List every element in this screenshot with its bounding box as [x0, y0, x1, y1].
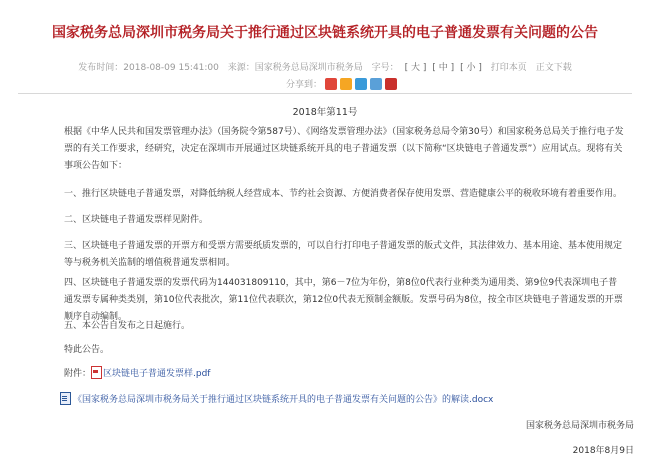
paragraph-intro: 根据《中华人民共和国发票管理办法》（国务院令第587号）、《网络发票管理办法》（国家税务总局令第30号）和国家税务总局关于推行电子发票的有关工作要求，经研究，决定在深圳市开展通过区块链系统开具的电子普通发票（以下简称“区块链电子普通发票”）应用试点。现将有关事项公告如下：	[64, 127, 624, 171]
share-bar	[286, 77, 397, 90]
paragraph-1: 一、推行区块链电子普通发票，对降低纳税人经营成本、节约社会资源、方便消费者保存使用发票、营造健康公平的税收环境有着重要作用。	[64, 189, 623, 199]
download-button[interactable]: 正文下载	[535, 63, 572, 73]
attachment-pdf-link[interactable]: 区块链电子普通发票样.pdf	[103, 369, 211, 379]
attachment-label: 附件：	[64, 369, 92, 379]
paragraph-4: 四、区块链电子普通发票的发票代码为144031809110，其中，第6－7位为年份，第8位0代表行业种类为通用类、第9位9代表深圳电子普通发票专属种类类别，第10位代表批次，第11位代表联次，第12位0代表无预制金额版。发票号码为8位，按全市区块链电子普通发票的开票顺序自动编制。	[64, 278, 623, 322]
issuer-signature: 国家税务总局深圳市税务局	[525, 421, 634, 431]
paragraph-5: 五、本公告自发布之日起施行。	[64, 321, 191, 331]
font-large-button[interactable]: [ 大 ]	[404, 63, 427, 73]
pdf-file-icon	[91, 366, 102, 379]
doc-number: 2018年第11号	[292, 107, 358, 118]
article-meta	[0, 60, 650, 73]
word-file-icon	[60, 392, 71, 405]
attachment-row	[64, 366, 210, 379]
paragraph-3: 三、区块链电子普通发票的开票方和受票方需要纸质发票的，可以自行打印电子普通发票的版式文件，其法律效力、基本用途、基本使用规定等与税务机关监制的增值税普通发票相同。	[64, 241, 623, 268]
tencent-weibo-share-icon[interactable]	[355, 78, 367, 90]
divider	[18, 93, 632, 94]
paragraph-closing: 特此公告。	[64, 345, 110, 355]
more-share-icon[interactable]	[385, 78, 397, 90]
share-label: 分享到：	[286, 80, 323, 90]
source: 来源：国家税务总局深圳市税务局	[227, 63, 363, 73]
font-medium-button[interactable]: [ 中 ]	[432, 63, 455, 73]
renren-share-icon[interactable]	[370, 78, 382, 90]
article-title: 国家税务总局深圳市税务局关于推行通过区块链系统开具的电子普通发票有关问题的公告	[52, 25, 598, 41]
docx-row	[60, 392, 493, 405]
issue-date: 2018年8月9日	[572, 446, 634, 456]
publish-time: 发布时间：2018-08-09 15:41:00	[78, 63, 219, 73]
font-small-button[interactable]: [ 小 ]	[460, 63, 482, 73]
qzone-share-icon[interactable]	[340, 78, 352, 90]
print-button[interactable]: 打印本页	[490, 63, 527, 73]
weibo-share-icon[interactable]	[325, 78, 337, 90]
paragraph-2: 二、区块链电子普通发票样见附件。	[64, 215, 209, 225]
font-size-label: 字号：	[371, 63, 399, 73]
interpretation-docx-link[interactable]: 《国家税务总局深圳市税务局关于推行通过区块链系统开具的电子普通发票有关问题的公告》的解读.docx	[73, 395, 494, 405]
